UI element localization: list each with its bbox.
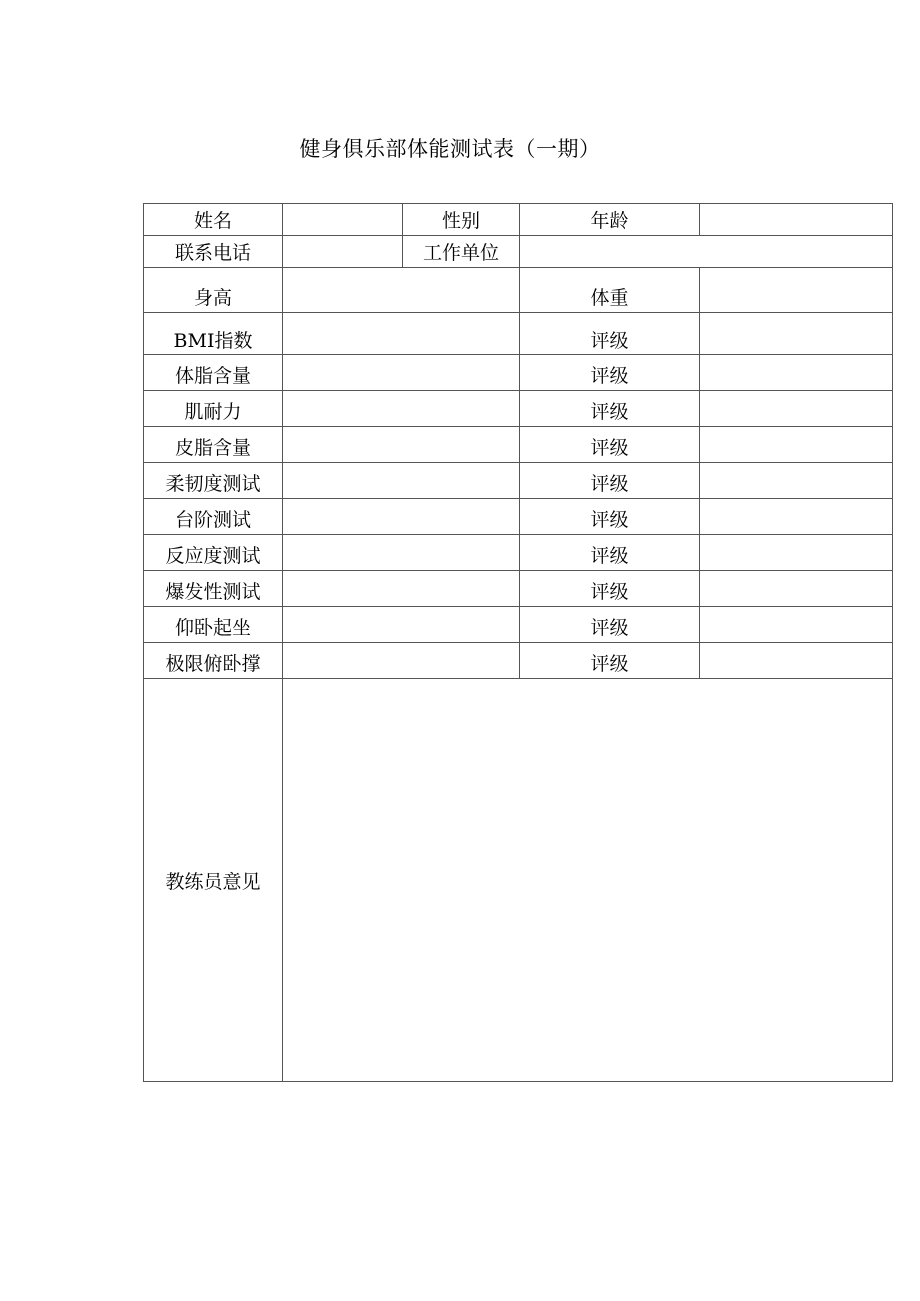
fitness-test-table <box>143 203 893 1082</box>
test-result-input[interactable] <box>283 643 520 679</box>
age-label: 年龄 <box>590 210 629 232</box>
test-result-input[interactable] <box>283 355 520 391</box>
test-label-cell <box>144 355 283 391</box>
rating-label: 评级 <box>590 545 629 567</box>
rating-label: 评级 <box>590 330 629 352</box>
table-row-test <box>144 427 893 463</box>
rating-label: 评级 <box>590 365 629 387</box>
table-row-test <box>144 463 893 499</box>
test-label-cell <box>144 535 283 571</box>
test-label-cell <box>144 571 283 607</box>
rating-input[interactable] <box>700 355 893 391</box>
table-row-body-size <box>144 268 893 313</box>
test-label: 极限俯卧撑 <box>165 653 261 675</box>
rating-label-cell <box>520 571 700 607</box>
height-label-cell <box>144 268 283 313</box>
test-label: BMI指数 <box>173 330 253 352</box>
rating-input[interactable] <box>700 535 893 571</box>
test-label: 柔韧度测试 <box>165 473 261 495</box>
test-result-input[interactable] <box>283 607 520 643</box>
rating-input[interactable] <box>700 313 893 355</box>
rating-label: 评级 <box>590 581 629 603</box>
weight-label: 体重 <box>590 286 629 309</box>
test-label-cell <box>144 313 283 355</box>
test-label-cell <box>144 499 283 535</box>
height-input[interactable] <box>283 268 520 313</box>
test-label: 肌耐力 <box>184 401 242 423</box>
rating-label-cell <box>520 499 700 535</box>
test-label-cell <box>144 463 283 499</box>
rating-label-cell <box>520 607 700 643</box>
rating-input[interactable] <box>700 391 893 427</box>
rating-input[interactable] <box>700 427 893 463</box>
table-row-test <box>144 391 893 427</box>
test-label-cell <box>144 391 283 427</box>
test-result-input[interactable] <box>283 499 520 535</box>
gender-label: 性别 <box>441 210 480 232</box>
coach-comment-label: 教练员意见 <box>165 870 261 893</box>
rating-label: 评级 <box>590 437 629 459</box>
rating-input[interactable] <box>700 571 893 607</box>
phone-input[interactable] <box>283 236 403 268</box>
coach-comment-label-cell <box>144 679 283 1082</box>
rating-label-cell <box>520 355 700 391</box>
table-row-basic-info <box>144 204 893 236</box>
name-label-cell <box>144 204 283 236</box>
table-row-test <box>144 355 893 391</box>
table-row-test <box>144 313 893 355</box>
rating-label: 评级 <box>590 473 629 495</box>
age-label-cell <box>520 204 700 236</box>
phone-label: 联系电话 <box>174 242 251 264</box>
table-row-test <box>144 499 893 535</box>
test-result-input[interactable] <box>283 313 520 355</box>
table-row-contact <box>144 236 893 268</box>
age-input[interactable] <box>700 204 893 236</box>
test-result-input[interactable] <box>283 391 520 427</box>
rating-label: 评级 <box>590 401 629 423</box>
rating-input[interactable] <box>700 499 893 535</box>
rating-label-cell <box>520 535 700 571</box>
rating-label: 评级 <box>590 653 629 675</box>
name-label: 姓名 <box>193 210 232 232</box>
rating-label-cell <box>520 427 700 463</box>
rating-label-cell <box>520 643 700 679</box>
weight-input[interactable] <box>700 268 893 313</box>
phone-label-cell <box>144 236 283 268</box>
table-row-test <box>144 643 893 679</box>
employer-label: 工作单位 <box>422 242 499 264</box>
test-label: 仰卧起坐 <box>174 617 251 639</box>
gender-label-cell <box>403 204 520 236</box>
test-result-input[interactable] <box>283 463 520 499</box>
test-label: 台阶测试 <box>174 509 251 531</box>
test-result-input[interactable] <box>283 427 520 463</box>
rating-label-cell <box>520 391 700 427</box>
test-label: 爆发性测试 <box>165 581 261 603</box>
employer-input[interactable] <box>520 236 893 268</box>
test-label: 皮脂含量 <box>174 437 251 459</box>
rating-label: 评级 <box>590 509 629 531</box>
table-row-coach-comment <box>144 679 893 1082</box>
test-label-cell <box>144 643 283 679</box>
test-label: 体脂含量 <box>174 365 251 387</box>
table-row-test <box>144 535 893 571</box>
table-row-test <box>144 571 893 607</box>
test-label: 反应度测试 <box>165 545 261 567</box>
page-title: 健身俱乐部体能测试表（一期） <box>299 137 601 161</box>
weight-label-cell <box>520 268 700 313</box>
rating-label: 评级 <box>590 617 629 639</box>
rating-input[interactable] <box>700 643 893 679</box>
test-label-cell <box>144 427 283 463</box>
rating-input[interactable] <box>700 463 893 499</box>
employer-label-cell <box>403 236 520 268</box>
rating-label-cell <box>520 463 700 499</box>
rating-label-cell <box>520 313 700 355</box>
test-result-input[interactable] <box>283 535 520 571</box>
coach-comment-input[interactable] <box>283 679 893 1082</box>
rating-input[interactable] <box>700 607 893 643</box>
height-label: 身高 <box>193 286 232 309</box>
test-result-input[interactable] <box>283 571 520 607</box>
table-row-test <box>144 607 893 643</box>
name-input[interactable] <box>283 204 403 236</box>
test-label-cell <box>144 607 283 643</box>
